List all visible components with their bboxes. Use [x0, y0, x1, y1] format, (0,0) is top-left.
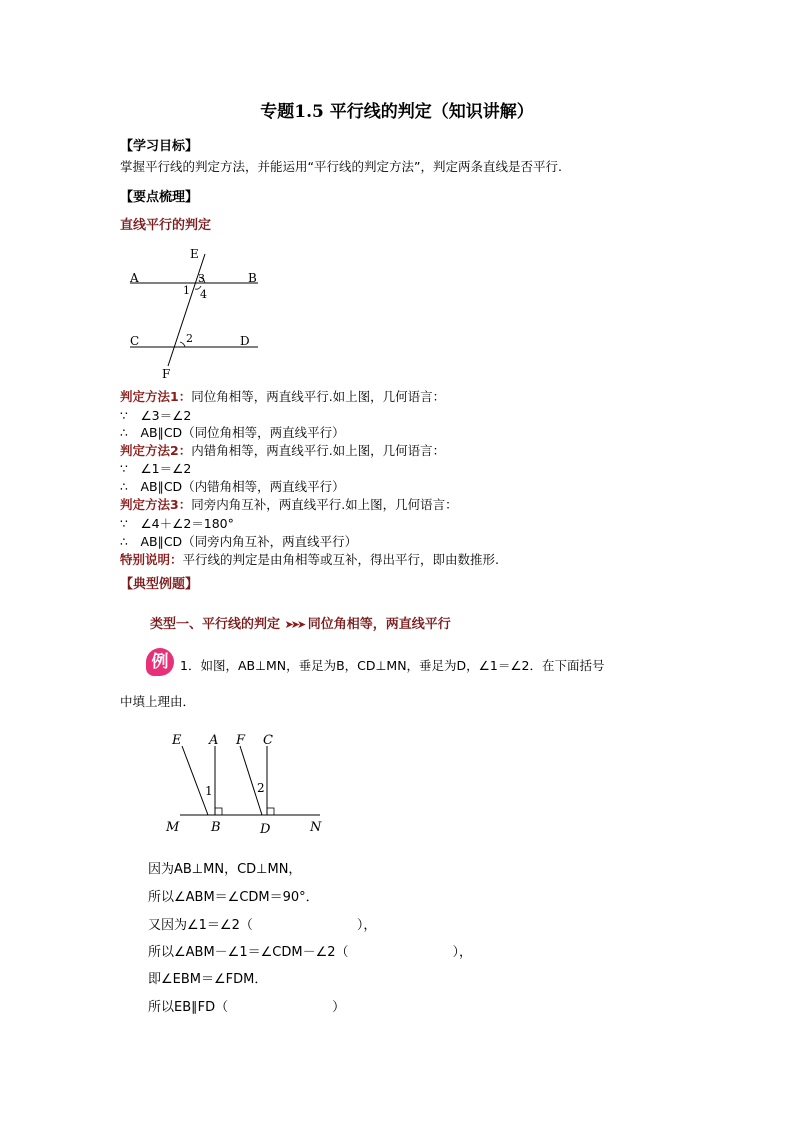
label-angle-2: 2 — [257, 781, 265, 795]
points-heading: 【要点梳理】 — [120, 190, 199, 205]
label-angle-3: 3 — [198, 272, 205, 285]
label-e: E — [190, 247, 199, 261]
special-label: 特别说明： — [120, 552, 183, 567]
right-angle-mark-b — [215, 808, 222, 815]
right-angle-mark-d — [267, 808, 274, 815]
type-1-prefix: 类型一、平行线的判定 — [150, 617, 281, 632]
method-2-because: ∵ ∠1＝∠2 — [120, 461, 192, 476]
segment-eb — [182, 746, 208, 815]
label-f: F — [162, 367, 171, 381]
goal-text: 掌握平行线的判定方法，并能运用“平行线的判定方法”，判定两条直线是否平行. — [120, 159, 562, 174]
label-a: A — [130, 271, 139, 285]
example-1-line-2: 中填上理由． — [120, 694, 196, 709]
label-e: E — [172, 733, 182, 748]
label-m: M — [166, 820, 180, 835]
label-f: F — [236, 733, 246, 748]
label-c: C — [263, 733, 273, 748]
special-text: 平行线的判定是由角相等或互补，得出平行，即由数推形. — [182, 552, 499, 567]
label-b: B — [211, 820, 221, 835]
method-2-therefore: ∴ AB∥CD（内错角相等，两直线平行） — [120, 479, 345, 494]
points-subheading: 直线平行的判定 — [120, 218, 212, 233]
method-1-label: 判定方法1： — [120, 389, 192, 404]
label-b: B — [248, 271, 257, 285]
proof-line-2: 所以∠ABM＝∠CDM＝90°． — [148, 890, 319, 905]
proof-line-3: 又因为∠1＝∠2（ ）， — [148, 918, 377, 933]
method-3-desc: 同旁内角互补，两直线平行.如上图，几何语言： — [191, 497, 458, 512]
label-c: C — [130, 334, 140, 348]
proof-line-6: 所以EB∥FD（ ） — [148, 1000, 346, 1015]
method-2-label: 判定方法2： — [120, 443, 192, 458]
label-d: D — [260, 822, 271, 837]
perpendicular-figure — [160, 728, 340, 840]
method-1-because: ∵ ∠3＝∠2 — [120, 408, 192, 423]
proof-line-1: 因为AB⊥MN，CD⊥MN， — [148, 862, 302, 877]
page-title: 专题1.5 平行线的判定（知识讲解） — [260, 102, 534, 122]
method-2 — [120, 441, 445, 459]
method-1 — [120, 387, 445, 405]
method-2-desc: 内错角相等，两直线平行.如上图，几何语言： — [191, 443, 446, 458]
method-3-therefore: ∴ AB∥CD（同旁内角互补，两直线平行） — [120, 534, 358, 549]
proof-line-4: 所以∠ABM－∠1＝∠CDM－∠2（ ）， — [148, 945, 472, 960]
example-1-line-1: 1．如图，AB⊥MN，垂足为B，CD⊥MN，垂足为D，∠1＝∠2．在下面括号 — [180, 658, 605, 673]
label-d: D — [240, 334, 250, 348]
type-1-heading — [150, 613, 451, 632]
parallel-lines-figure — [118, 244, 268, 382]
proof-line-5: 即∠EBM＝∠FDM． — [148, 972, 268, 987]
label-angle-1: 1 — [205, 784, 213, 798]
label-a: A — [209, 733, 219, 748]
method-1-therefore: ∴ AB∥CD（同位角相等，两直线平行） — [120, 425, 345, 440]
label-angle-1: 1 — [183, 284, 190, 297]
examples-heading: 【典型例题】 — [120, 577, 199, 592]
label-angle-2: 2 — [186, 332, 193, 345]
goal-heading: 【学习目标】 — [120, 139, 199, 154]
triple-arrow-icon: ➤➤➤ — [284, 618, 304, 631]
special-note — [120, 550, 499, 568]
line-ef — [168, 254, 205, 366]
method-3-because: ∵ ∠4＋∠2＝180° — [120, 516, 234, 531]
label-n: N — [310, 820, 322, 835]
label-angle-4: 4 — [200, 288, 207, 301]
method-1-desc: 同位角相等，两直线平行.如上图，几何语言： — [191, 389, 446, 404]
example-badge: 例 — [146, 648, 174, 676]
method-3-label: 判定方法3： — [120, 497, 192, 512]
method-3 — [120, 495, 458, 513]
type-1-suffix: 同位角相等，两直线平行 — [307, 617, 451, 632]
